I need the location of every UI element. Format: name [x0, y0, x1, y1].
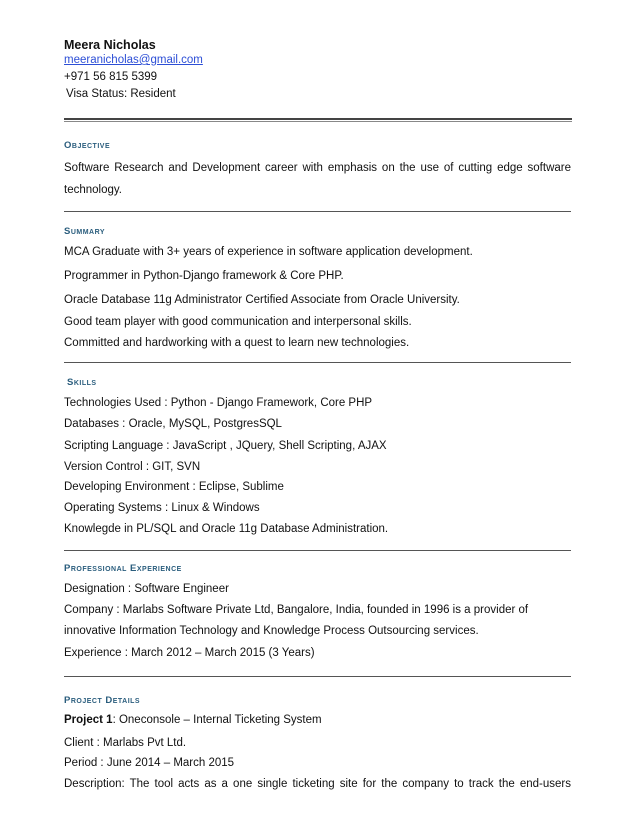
- project-client: Client : Marlabs Pvt Ltd.: [64, 737, 187, 749]
- email-link[interactable]: meeranicholas@gmail.com: [64, 54, 203, 66]
- visa-status: Visa Status: Resident: [66, 88, 176, 100]
- project-heading: Project Details: [64, 695, 141, 706]
- skill-item: Developing Environment : Eclipse, Sublime: [64, 481, 284, 493]
- experience-designation: Designation : Software Engineer: [64, 583, 229, 595]
- summary-item: Good team player with good communication and interpersonal skills.: [64, 316, 412, 328]
- section-divider: [64, 211, 571, 212]
- objective-heading: Objective: [64, 140, 111, 151]
- section-divider: [64, 550, 571, 551]
- experience-duration: Experience : March 2012 – March 2015 (3 Years): [64, 647, 315, 659]
- skill-item: Version Control : GIT, SVN: [64, 461, 201, 473]
- project-title-text: : Oneconsole – Internal Ticketing System: [112, 714, 322, 726]
- experience-company-continued: innovative Information Technology and Knowledge Process Outsourcing services.: [64, 625, 479, 637]
- project-title-label: Project 1: [64, 714, 113, 726]
- section-divider: [64, 362, 571, 363]
- summary-item: Oracle Database 11g Administrator Certified Associate from Oracle University.: [64, 294, 460, 306]
- summary-item: Committed and hardworking with a quest to learn new technologies.: [64, 337, 410, 349]
- header-divider: [64, 118, 572, 122]
- experience-heading: Professional Experience: [64, 563, 182, 574]
- phone-number: +971 56 815 5399: [64, 71, 158, 83]
- experience-company: Company : Marlabs Software Private Ltd, Bangalore, India, founded in 1996 is a provider of: [64, 604, 529, 616]
- section-divider: [64, 676, 571, 677]
- objective-text-line1: Software Research and Development career with emphasis on the use of cutting edge software: [64, 162, 571, 174]
- summary-item: Programmer in Python-Django framework & Core PHP.: [64, 270, 344, 282]
- project-period: Period : June 2014 – March 2015: [64, 757, 235, 769]
- skill-item: Operating Systems : Linux & Windows: [64, 502, 260, 514]
- project-description: Description: The tool acts as a one single ticketing site for the company to track the end-users: [64, 778, 571, 790]
- skill-item: Databases : Oracle, MySQL, PostgresSQL: [64, 418, 282, 430]
- skills-heading: Skills: [67, 377, 97, 388]
- summary-item: MCA Graduate with 3+ years of experience in software application development.: [64, 246, 473, 258]
- candidate-name: Meera Nicholas: [64, 38, 156, 52]
- objective-text-line2: technology.: [64, 184, 122, 196]
- project-title: [64, 714, 322, 726]
- skill-item: Knowlegde in PL/SQL and Oracle 11g Database Administration.: [64, 523, 389, 535]
- skill-item: Scripting Language : JavaScript , JQuery, Shell Scripting, AJAX: [64, 440, 387, 452]
- summary-heading: Summary: [64, 226, 106, 237]
- skill-item: Technologies Used : Python - Django Framework, Core PHP: [64, 397, 373, 409]
